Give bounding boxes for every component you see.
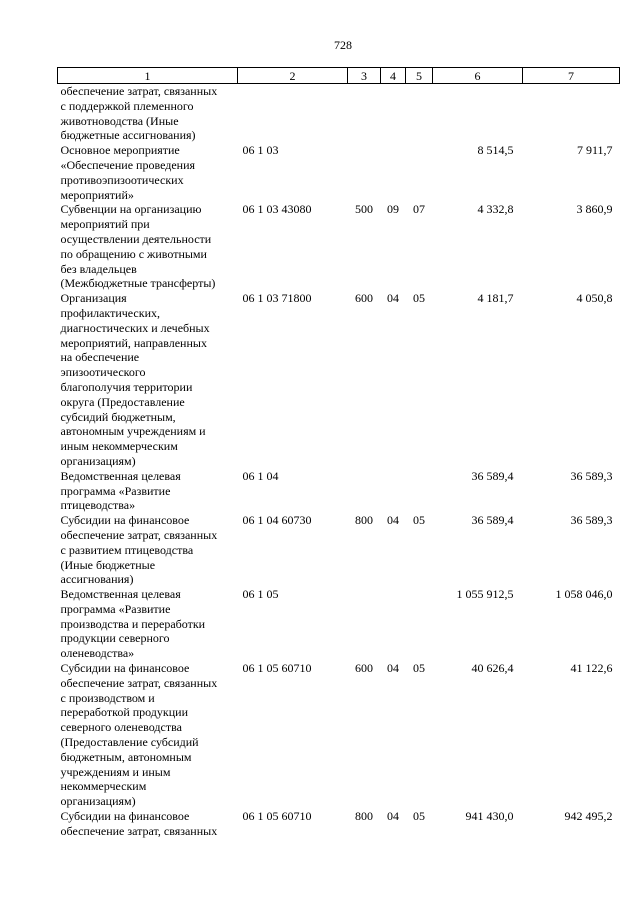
- column-3-cell: 800: [355, 513, 373, 528]
- table-row: [58, 809, 620, 839]
- column-5-cell: [406, 469, 433, 513]
- column-5-cell: 05: [413, 809, 425, 824]
- table-body: [58, 84, 620, 839]
- column-4-cell: 04: [387, 809, 399, 824]
- budget-code-cell: 06 1 03: [242, 143, 279, 158]
- column-5-cell: 05: [413, 661, 425, 676]
- column-5-cell: [406, 84, 433, 144]
- header-cell-3: 3: [348, 68, 381, 84]
- column-3-cell: 600: [355, 291, 373, 306]
- budget-code-cell: 06 1 05: [242, 587, 279, 602]
- item-name-cell: [58, 84, 238, 144]
- item-name-line: организациям): [60, 453, 136, 468]
- amount-7-cell: 4 050,8: [576, 291, 613, 306]
- item-name-cell: [58, 587, 238, 661]
- item-name-line: субсидий бюджетным,: [60, 409, 176, 424]
- item-name-cell: [58, 661, 238, 809]
- table-row: [58, 143, 620, 202]
- item-name-line: (Предоставление субсидий: [60, 735, 199, 750]
- table-row: [58, 513, 620, 587]
- item-name-line: организациям): [60, 794, 136, 809]
- table-row: [58, 291, 620, 469]
- column-3-cell: 600: [355, 661, 373, 676]
- item-name-cell: [58, 143, 238, 202]
- table-row: [58, 84, 620, 144]
- amount-6-cell: [433, 84, 523, 144]
- column-3-cell: 800: [355, 809, 373, 824]
- item-name-line: ассигнования): [60, 572, 134, 587]
- item-name-line: автономным учреждениям и: [60, 424, 206, 439]
- column-5-cell: [406, 587, 433, 661]
- item-name-line: переработкой продукции: [60, 705, 189, 720]
- budget-code-cell: 06 1 03 43080: [242, 202, 312, 217]
- item-name-line: птицеводства»: [60, 498, 136, 513]
- item-name-line: мероприятий, направленных: [60, 335, 207, 350]
- column-3-cell: [348, 143, 381, 202]
- budget-code-cell: 06 1 05 60710: [242, 809, 312, 824]
- item-name-line: противоэпизоотических: [60, 172, 184, 187]
- item-name-cell: [58, 513, 238, 587]
- item-name-line: эпизоотического: [60, 365, 146, 380]
- item-name-line: Основное мероприятие: [60, 143, 180, 158]
- column-3-cell: [348, 469, 381, 513]
- amount-6-cell: 36 589,4: [471, 468, 514, 483]
- item-name-line: без владельцев: [60, 261, 137, 276]
- amount-7-cell: 3 860,9: [576, 202, 613, 217]
- amount-6-cell: 1 055 912,5: [456, 587, 514, 602]
- item-name-line: (Межбюджетные трансферты): [60, 276, 216, 291]
- item-name-line: обеспечение затрат, связанных: [60, 823, 218, 838]
- column-4-cell: [381, 84, 406, 144]
- table-row: [58, 587, 620, 661]
- column-3-cell: [348, 587, 381, 661]
- item-name-line: Ведомственная целевая: [60, 587, 181, 602]
- item-name-line: учреждениям и иным: [60, 764, 171, 779]
- column-5-cell: 05: [413, 291, 425, 306]
- item-name-line: профилактических,: [60, 305, 161, 320]
- item-name-line: с производством и: [60, 690, 155, 705]
- table-row: [58, 661, 620, 809]
- item-name-line: оленеводства»: [60, 646, 135, 661]
- item-name-line: на обеспечение: [60, 350, 140, 365]
- item-name-cell: [58, 291, 238, 469]
- amount-6-cell: 4 332,8: [477, 202, 514, 217]
- header-row: [58, 68, 620, 84]
- amount-7-cell: 1 058 046,0: [555, 587, 613, 602]
- item-name-line: Субсидии на финансовое: [60, 661, 190, 676]
- item-name-line: обеспечение затрат, связанных: [60, 675, 218, 690]
- item-name-line: бюджетные ассигнования): [60, 128, 196, 143]
- header-cell-7: 7: [523, 68, 620, 84]
- item-name-line: бюджетным, автономным: [60, 749, 192, 764]
- amount-6-cell: 36 589,4: [471, 513, 514, 528]
- item-name-line: программа «Развитие: [60, 601, 171, 616]
- item-name-line: Ведомственная целевая: [60, 468, 181, 483]
- column-4-cell: [381, 143, 406, 202]
- item-name-cell: [58, 809, 238, 839]
- amount-7-cell: 36 589,3: [570, 468, 613, 483]
- amount-7-cell: 942 495,2: [564, 809, 613, 824]
- item-name-line: северного оленеводства: [60, 720, 182, 735]
- amount-6-cell: 40 626,4: [471, 661, 514, 676]
- item-name-line: Субсидии на финансовое: [60, 513, 190, 528]
- page-number: 728: [334, 38, 352, 52]
- budget-code-cell: [238, 84, 348, 144]
- item-name-line: некоммерческим: [60, 779, 147, 794]
- budget-code-cell: 06 1 04 60730: [242, 513, 312, 528]
- column-4-cell: 04: [387, 661, 399, 676]
- item-name-cell: [58, 469, 238, 513]
- amount-7-cell: 41 122,6: [570, 661, 613, 676]
- amount-7-cell: [523, 84, 620, 144]
- budget-code-cell: 06 1 04: [242, 468, 279, 483]
- column-3-cell: 500: [355, 202, 373, 217]
- item-name-line: осуществлении деятельности: [60, 231, 212, 246]
- header-cell-1: 1: [58, 68, 238, 84]
- column-4-cell: 09: [387, 202, 399, 217]
- item-name-line: Субсидии на финансовое: [60, 809, 190, 824]
- item-name-line: мероприятий»: [60, 187, 134, 202]
- amount-7-cell: 7 911,7: [576, 143, 613, 158]
- column-4-cell: 04: [387, 513, 399, 528]
- table-header: [58, 68, 620, 84]
- item-name-line: программа «Развитие: [60, 483, 171, 498]
- amount-6-cell: 8 514,5: [477, 143, 514, 158]
- item-name-line: округа (Предоставление: [60, 394, 185, 409]
- header-cell-6: 6: [433, 68, 523, 84]
- item-name-line: (Иные бюджетные: [60, 557, 156, 572]
- item-name-line: Организация: [60, 291, 127, 306]
- amount-6-cell: 4 181,7: [477, 291, 514, 306]
- header-cell-2: 2: [238, 68, 348, 84]
- table-row: [58, 469, 620, 513]
- amount-7-cell: 36 589,3: [570, 513, 613, 528]
- item-name-line: обеспечение затрат, связанных: [60, 527, 218, 542]
- item-name-line: продукции северного: [60, 631, 170, 646]
- item-name-line: производства и переработки: [60, 616, 206, 631]
- budget-code-cell: 06 1 03 71800: [242, 291, 312, 306]
- header-cell-5: 5: [406, 68, 433, 84]
- column-4-cell: 04: [387, 291, 399, 306]
- item-name-line: мероприятий при: [60, 217, 150, 232]
- budget-code-cell: 06 1 05 60710: [242, 661, 312, 676]
- item-name-line: Субвенции на организацию: [60, 202, 202, 217]
- column-5-cell: 07: [413, 202, 425, 217]
- item-name-line: обеспечение затрат, связанных: [60, 84, 218, 98]
- item-name-line: с развитием птицеводства: [60, 542, 194, 557]
- column-5-cell: 05: [413, 513, 425, 528]
- item-name-line: диагностических и лечебных: [60, 320, 210, 335]
- column-3-cell: [348, 84, 381, 144]
- amount-6-cell: 941 430,0: [465, 809, 514, 824]
- column-4-cell: [381, 587, 406, 661]
- item-name-line: «Обеспечение проведения: [60, 157, 196, 172]
- item-name-line: с поддержкой племенного: [60, 98, 194, 113]
- budget-table: [57, 67, 620, 839]
- item-name-line: по обращению с животными: [60, 246, 207, 261]
- column-4-cell: [381, 469, 406, 513]
- header-cell-4: 4: [381, 68, 406, 84]
- item-name-cell: [58, 202, 238, 291]
- item-name-line: благополучия территории: [60, 379, 193, 394]
- item-name-line: животноводства (Иные: [60, 113, 179, 128]
- table-row: [58, 202, 620, 291]
- column-5-cell: [406, 143, 433, 202]
- item-name-line: иным некоммерческим: [60, 439, 178, 454]
